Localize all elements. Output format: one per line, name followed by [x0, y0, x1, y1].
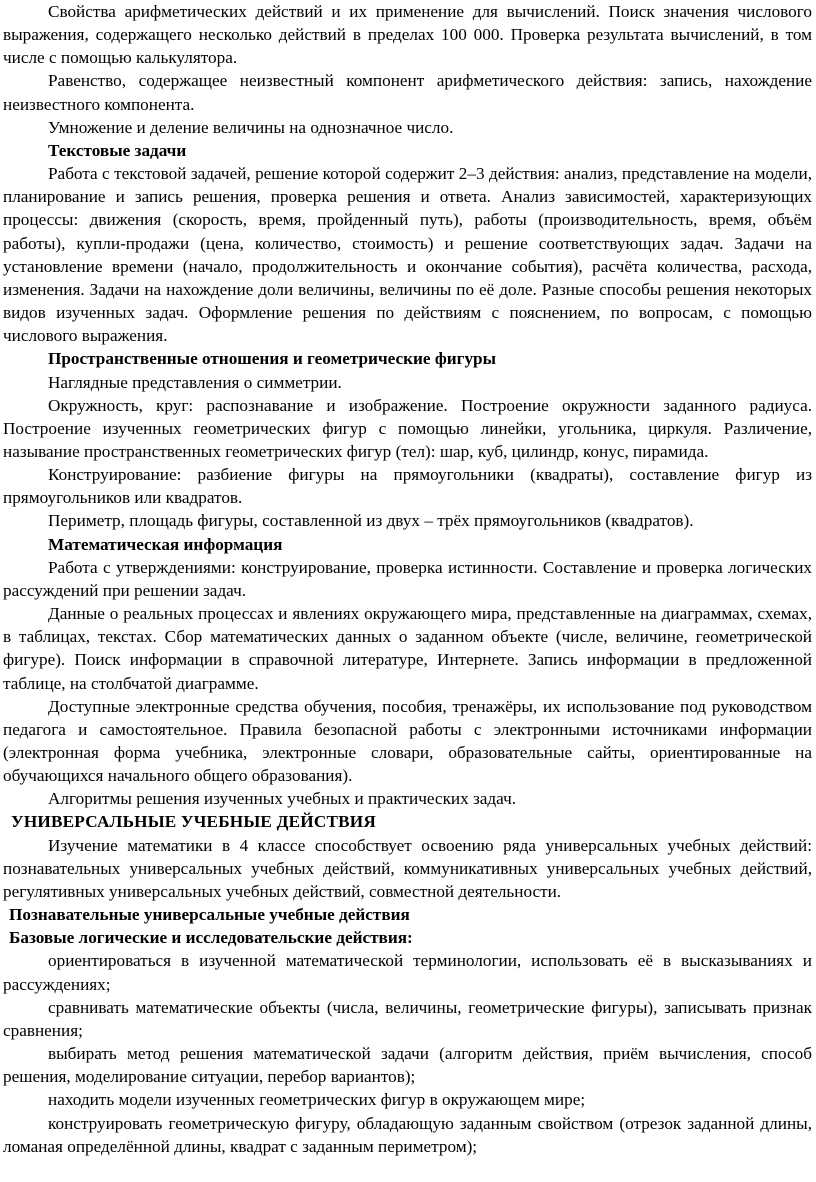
heading-text-problems: Текстовые задачи: [48, 140, 187, 160]
list-item-compare: сравнивать математические объекты (числа, величины, геометрические фигуры), записывать признак сравнения;: [3, 997, 812, 1040]
paragraph-construction: Конструирование: разбиение фигуры на прямоугольники (квадраты), составление фигур из прямоугольников или квадратов.: [3, 465, 812, 508]
list-item-terminology: ориентироваться в изученной математической терминологии, использовать её в высказываниях и рассуждениях;: [3, 951, 812, 994]
section-title-universal-actions: УНИВЕРСАЛЬНЫЕ УЧЕБНЫЕ ДЕЙСТВИЯ: [11, 812, 376, 832]
paragraph-grade4-intro: Изучение математики в 4 классе способствует освоению ряда универсальных учебных действий: познавательных универсальных учебных действий, коммуникативных универсальных учебных действий, регулятивных универсальных учебных действий, совместной деятельности.: [3, 835, 812, 901]
paragraph-unknown-component: Равенство, содержащее неизвестный компонент арифметического действия: запись, нахождение неизвестного компонента.: [3, 71, 812, 114]
paragraph-perimeter-area: Периметр, площадь фигуры, составленной из двух – трёх прямоугольников (квадратов).: [48, 511, 694, 531]
list-item-method: выбирать метод решения математической задачи (алгоритм действия, приём вычисления, способ решения, моделирование ситуации, перебор вариантов);: [3, 1044, 812, 1087]
heading-spatial-relations: Пространственные отношения и геометрические фигуры: [48, 349, 497, 369]
paragraph-symmetry: Наглядные представления о симметрии.: [48, 372, 342, 392]
paragraph-circle: Окружность, круг: распознавание и изображение. Построение окружности заданного радиуса. Построение изученных геометрических фигур с помощью линейки, угольника, циркуля. Различение, называние пространственных геометрических фигур (тел): шар, куб, цилиндр, конус, пирамида.: [3, 395, 812, 461]
heading-math-information: Математическая информация: [48, 534, 283, 554]
list-item-construct-figure: конструировать геометрическую фигуру, обладающую заданным свойством (отрезок заданной длины, ломаная определённой длины, квадрат с заданным периметром);: [3, 1113, 812, 1156]
paragraph-arithmetic-properties: Свойства арифметических действий и их применение для вычислений. Поиск значения числового выражения, содержащего несколько действий в пределах 100 000. Проверка результата вычислений, в том числе с помощью калькулятора.: [3, 2, 812, 68]
subheading-cognitive-actions: Познавательные универсальные учебные действия: [9, 905, 410, 925]
paragraph-real-data: Данные о реальных процессах и явлениях окружающего мира, представленные на диаграммах, схемах, в таблицах, текстах. Сбор математических данных о заданном объекте (числе, величине, геометрической фигуре). Поиск информации в справочной литературе, Интернете. Запись информации в предложенной таблице, на столбчатой диаграмме.: [3, 604, 812, 693]
paragraph-statements: Работа с утверждениями: конструирование, проверка истинности. Составление и проверка логических рассуждений при решении задач.: [3, 557, 812, 600]
paragraph-algorithms: Алгоритмы решения изученных учебных и практических задач.: [48, 789, 517, 809]
paragraph-text-problems: Работа с текстовой задачей, решение которой содержит 2–3 действия: анализ, представление на модели, планирование и запись решения, проверка решения и ответа. Анализ зависимостей, характеризующих процессы: движения (скорость, время, пройденный путь), работы (производительность, время, объём работы), купли-продажи (цена, количество, стоимость) и решение соответствующих задач. Задачи на установление времени (начало, продолжительность и окончание события), расчёта количества, расхода, изменения. Задачи на нахождение доли величины, величины по её доле. Разные способы решения некоторых видов изученных задач. Оформление решения по действиям с пояснением, по вопросам, с помощью числового выражения.: [3, 164, 812, 346]
list-item-models: находить модели изученных геометрических фигур в окружающем мире;: [48, 1090, 586, 1110]
paragraph-electronic-tools: Доступные электронные средства обучения, пособия, тренажёры, их использование под руководством педагога и самостоятельное. Правила безопасной работы с электронными источниками информации (электронная форма учебника, электронные словари, образовательные сайты, ориентированные на обучающихся начального общего образования).: [3, 696, 812, 786]
subheading-logical-actions: Базовые логические и исследовательские действия:: [9, 928, 413, 948]
paragraph-multiplication-division: Умножение и деление величины на однозначное число.: [48, 117, 454, 137]
